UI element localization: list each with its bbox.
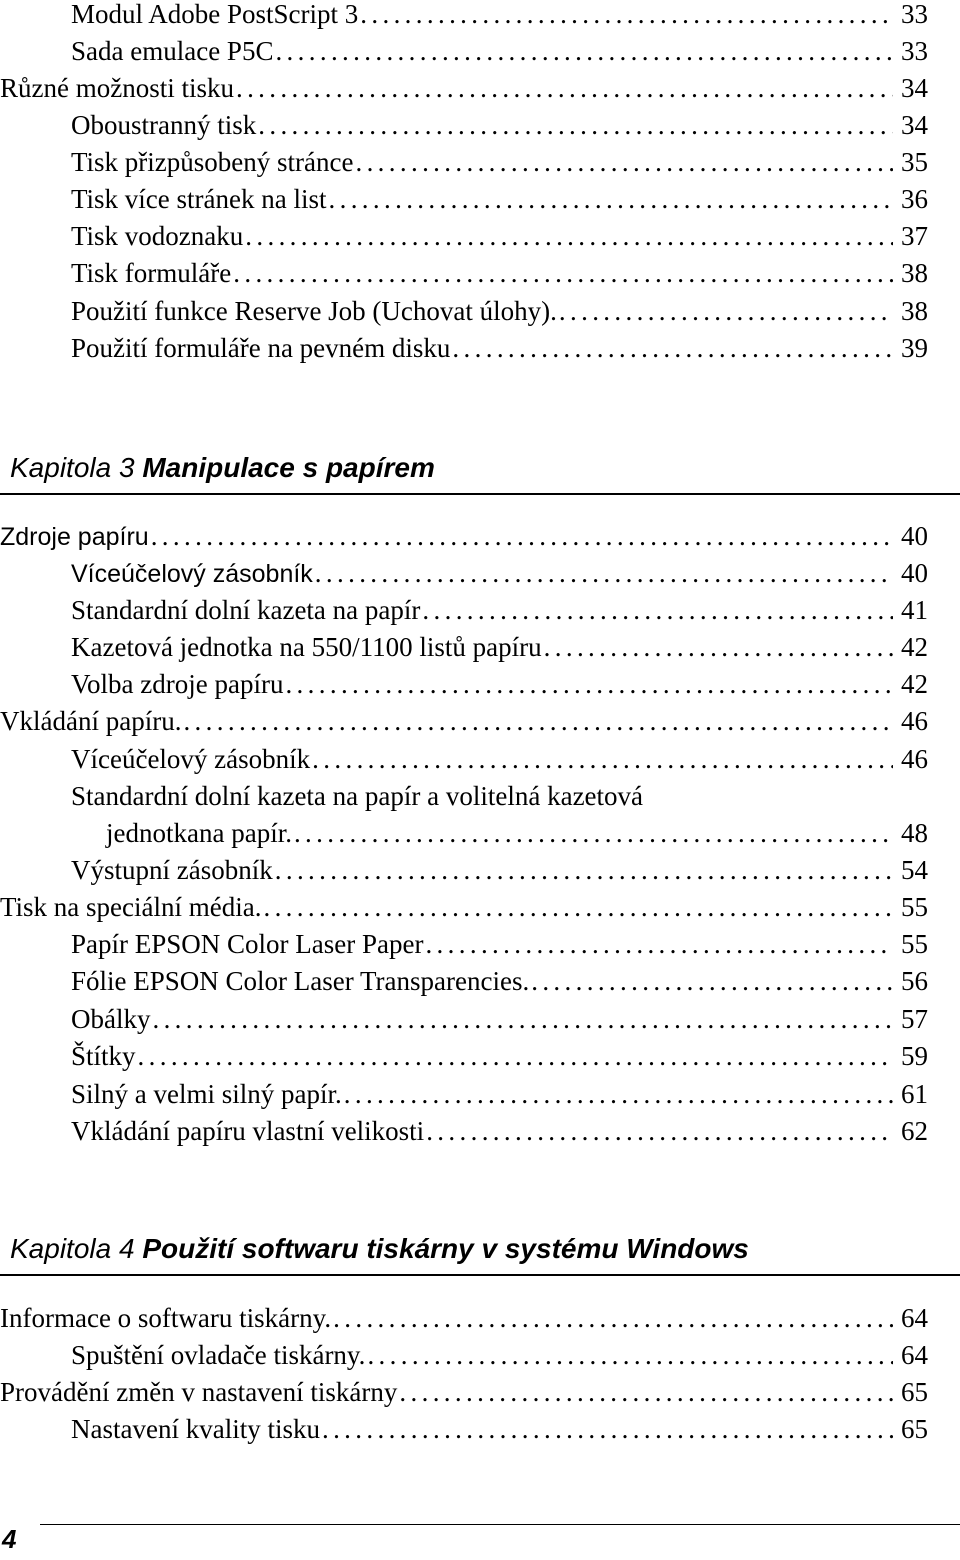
toc-entry-page: 40 bbox=[901, 558, 928, 588]
toc-entry-title: Oboustranný tisk bbox=[71, 110, 257, 140]
toc-entry-wrapped-title[interactable]: Standardní dolní kazeta na papír a volitelná kazetová bbox=[71, 781, 644, 811]
dot-leader bbox=[233, 255, 893, 292]
dot-leader bbox=[138, 1038, 893, 1075]
toc-entry-title: Vkládání papíru. bbox=[0, 706, 182, 736]
toc-entry[interactable] bbox=[0, 218, 928, 255]
dot-leader bbox=[285, 666, 893, 703]
dot-leader bbox=[245, 218, 893, 255]
chapter-heading bbox=[10, 452, 960, 484]
toc-entry-title: Papír EPSON Color Laser Paper bbox=[71, 929, 424, 959]
toc-entry[interactable] bbox=[0, 629, 928, 666]
dot-leader bbox=[422, 592, 893, 629]
dot-leader bbox=[263, 889, 893, 926]
toc-entry-page: 62 bbox=[901, 1116, 928, 1146]
toc-entry-page: 55 bbox=[901, 892, 928, 922]
toc-entry-title: Informace o softwaru tiskárny. bbox=[0, 1303, 332, 1333]
chapter-heading bbox=[10, 1233, 960, 1265]
toc-entry-title: Použití funkce Reserve Job (Uchovat úlohy). bbox=[71, 296, 557, 326]
toc-entry[interactable] bbox=[0, 144, 928, 181]
dot-leader bbox=[275, 852, 893, 889]
toc-entry-title: Nastavení kvality tisku bbox=[71, 1414, 320, 1444]
toc-entry[interactable] bbox=[0, 1374, 928, 1411]
toc-entry[interactable] bbox=[0, 666, 928, 703]
toc-entry-title: Tisk na speciální média. bbox=[0, 892, 262, 922]
chapter-title: Použití softwaru tiskárny v systému Windows bbox=[142, 1233, 749, 1264]
toc-entry-page: 59 bbox=[901, 1041, 928, 1071]
toc-entry[interactable] bbox=[0, 1300, 928, 1337]
toc-entry-title: Různé možnosti tisku bbox=[0, 73, 234, 103]
toc-entry-title: Standardní dolní kazeta na papír bbox=[71, 595, 421, 625]
toc-entry-title: Vkládání papíru vlastní velikosti bbox=[71, 1116, 425, 1146]
chapter-rule bbox=[0, 493, 960, 495]
dot-leader bbox=[367, 1337, 893, 1374]
toc-entry[interactable] bbox=[0, 1038, 928, 1075]
toc-entry[interactable] bbox=[0, 1113, 928, 1150]
dot-leader bbox=[236, 70, 893, 107]
toc-entry-page: 46 bbox=[901, 744, 928, 774]
toc-entry-title: Sada emulace P5C bbox=[71, 36, 274, 66]
toc-entry-page: 54 bbox=[901, 855, 928, 885]
dot-leader bbox=[275, 33, 893, 70]
toc-entry-title: Spuštění ovladače tiskárny. bbox=[71, 1340, 366, 1370]
toc-entry-page: 33 bbox=[901, 36, 928, 66]
toc-entry-page: 64 bbox=[901, 1340, 928, 1370]
dot-leader bbox=[329, 181, 894, 218]
toc-entry-page: 42 bbox=[901, 632, 928, 662]
toc-entry-page: 34 bbox=[901, 110, 928, 140]
toc-entry[interactable] bbox=[0, 181, 928, 218]
toc-entry-title: Volba zdroje papíru bbox=[71, 669, 284, 699]
toc-entry-title: jednotkana papír. bbox=[106, 818, 292, 848]
toc-entry-page: 37 bbox=[901, 221, 928, 251]
toc-entry-page: 55 bbox=[901, 929, 928, 959]
toc-entry-title: Štítky bbox=[71, 1041, 136, 1071]
toc-entry[interactable] bbox=[0, 293, 928, 330]
toc-entry[interactable] bbox=[0, 815, 928, 852]
toc-entry-title: Tisk více stránek na list bbox=[71, 184, 327, 214]
toc-entry-page: 39 bbox=[901, 333, 928, 363]
dot-leader bbox=[151, 518, 893, 555]
dot-leader bbox=[333, 1300, 893, 1337]
dot-leader bbox=[344, 1076, 893, 1113]
dot-leader bbox=[426, 1113, 893, 1150]
toc-entry-title: Zdroje papíru bbox=[0, 523, 149, 551]
toc-entry[interactable] bbox=[0, 555, 928, 592]
toc-entry-page: 65 bbox=[901, 1377, 928, 1407]
toc-entry[interactable] bbox=[0, 70, 928, 107]
dot-leader bbox=[355, 144, 893, 181]
toc-entry-page: 41 bbox=[901, 595, 928, 625]
toc-entry[interactable] bbox=[0, 1076, 928, 1113]
dot-leader bbox=[183, 703, 893, 740]
toc-entry[interactable] bbox=[0, 1411, 928, 1448]
dot-leader bbox=[425, 926, 893, 963]
toc-entry-title: Tisk přizpůsobený stránce bbox=[71, 147, 354, 177]
dot-leader bbox=[531, 963, 893, 1000]
toc-entry[interactable] bbox=[0, 255, 928, 292]
toc-entry-page: 34 bbox=[901, 73, 928, 103]
toc-entry-page: 33 bbox=[901, 0, 928, 29]
toc-entry[interactable] bbox=[0, 107, 928, 144]
toc-entry-page: 56 bbox=[901, 966, 928, 996]
toc-entry-title: Obálky bbox=[71, 1004, 151, 1034]
toc-entry-title: Použití formuláře na pevném disku bbox=[71, 333, 451, 363]
toc-entry-page: 38 bbox=[901, 296, 928, 326]
chapter-label: Kapitola 4 bbox=[10, 1233, 135, 1264]
toc-entry[interactable] bbox=[0, 0, 928, 33]
toc-entry[interactable] bbox=[0, 889, 928, 926]
toc-entry-page: 35 bbox=[901, 147, 928, 177]
dot-leader bbox=[152, 1001, 893, 1038]
toc-entry-page: 64 bbox=[901, 1303, 928, 1333]
toc-entry-title: Silný a velmi silný papír. bbox=[71, 1079, 342, 1109]
toc-entry-title: Tisk formuláře bbox=[71, 258, 232, 288]
toc-entry[interactable] bbox=[0, 592, 928, 629]
dot-leader bbox=[312, 741, 893, 778]
dot-leader bbox=[399, 1374, 893, 1411]
toc-entry[interactable] bbox=[0, 741, 928, 778]
toc-entry-title: Modul Adobe PostScript 3 bbox=[71, 0, 359, 29]
toc-entry-page: 40 bbox=[901, 521, 928, 551]
toc-entry-page: 48 bbox=[901, 818, 928, 848]
dot-leader bbox=[360, 0, 893, 33]
toc-entry[interactable] bbox=[0, 703, 928, 740]
toc-entry-title: Kazetová jednotka na 550/1100 listů papíru bbox=[71, 632, 542, 662]
toc-entry[interactable] bbox=[0, 926, 928, 963]
dot-leader bbox=[452, 330, 893, 367]
toc-entry-title: Výstupní zásobník bbox=[71, 855, 273, 885]
toc-entry-page: 65 bbox=[901, 1414, 928, 1444]
footer-rule bbox=[40, 1524, 960, 1525]
toc-entry-page: 42 bbox=[901, 669, 928, 699]
toc-entry-title: Víceúčelový zásobník bbox=[71, 560, 313, 588]
toc-entry[interactable] bbox=[0, 1001, 928, 1038]
toc-entry-title: Víceúčelový zásobník bbox=[71, 744, 311, 774]
chapter-label: Kapitola 3 bbox=[10, 452, 135, 483]
toc-entry-title: Tisk vodoznaku bbox=[71, 221, 244, 251]
toc-entry[interactable] bbox=[0, 518, 928, 555]
toc-entry-title: Provádění změn v nastavení tiskárny bbox=[0, 1377, 398, 1407]
toc-entry-page: 57 bbox=[901, 1004, 928, 1034]
toc-entry[interactable] bbox=[0, 963, 928, 1000]
toc-entry[interactable] bbox=[0, 33, 928, 70]
dot-leader bbox=[294, 815, 893, 852]
chapter-title: Manipulace s papírem bbox=[142, 452, 435, 483]
toc-entry[interactable] bbox=[0, 852, 928, 889]
toc-entry-page: 46 bbox=[901, 706, 928, 736]
page-number: 4 bbox=[2, 1524, 17, 1554]
toc-entry[interactable] bbox=[0, 330, 928, 367]
dot-leader bbox=[315, 555, 893, 592]
toc-entry-page: 38 bbox=[901, 258, 928, 288]
chapter-rule bbox=[0, 1274, 960, 1276]
dot-leader bbox=[559, 293, 893, 330]
dot-leader bbox=[322, 1411, 893, 1448]
toc-entry-page: 36 bbox=[901, 184, 928, 214]
dot-leader bbox=[544, 629, 893, 666]
toc-entry[interactable] bbox=[0, 1337, 928, 1374]
dot-leader bbox=[258, 107, 893, 144]
toc-entry-title: Fólie EPSON Color Laser Transparencies. bbox=[71, 966, 530, 996]
toc-entry-page: 61 bbox=[901, 1079, 928, 1109]
